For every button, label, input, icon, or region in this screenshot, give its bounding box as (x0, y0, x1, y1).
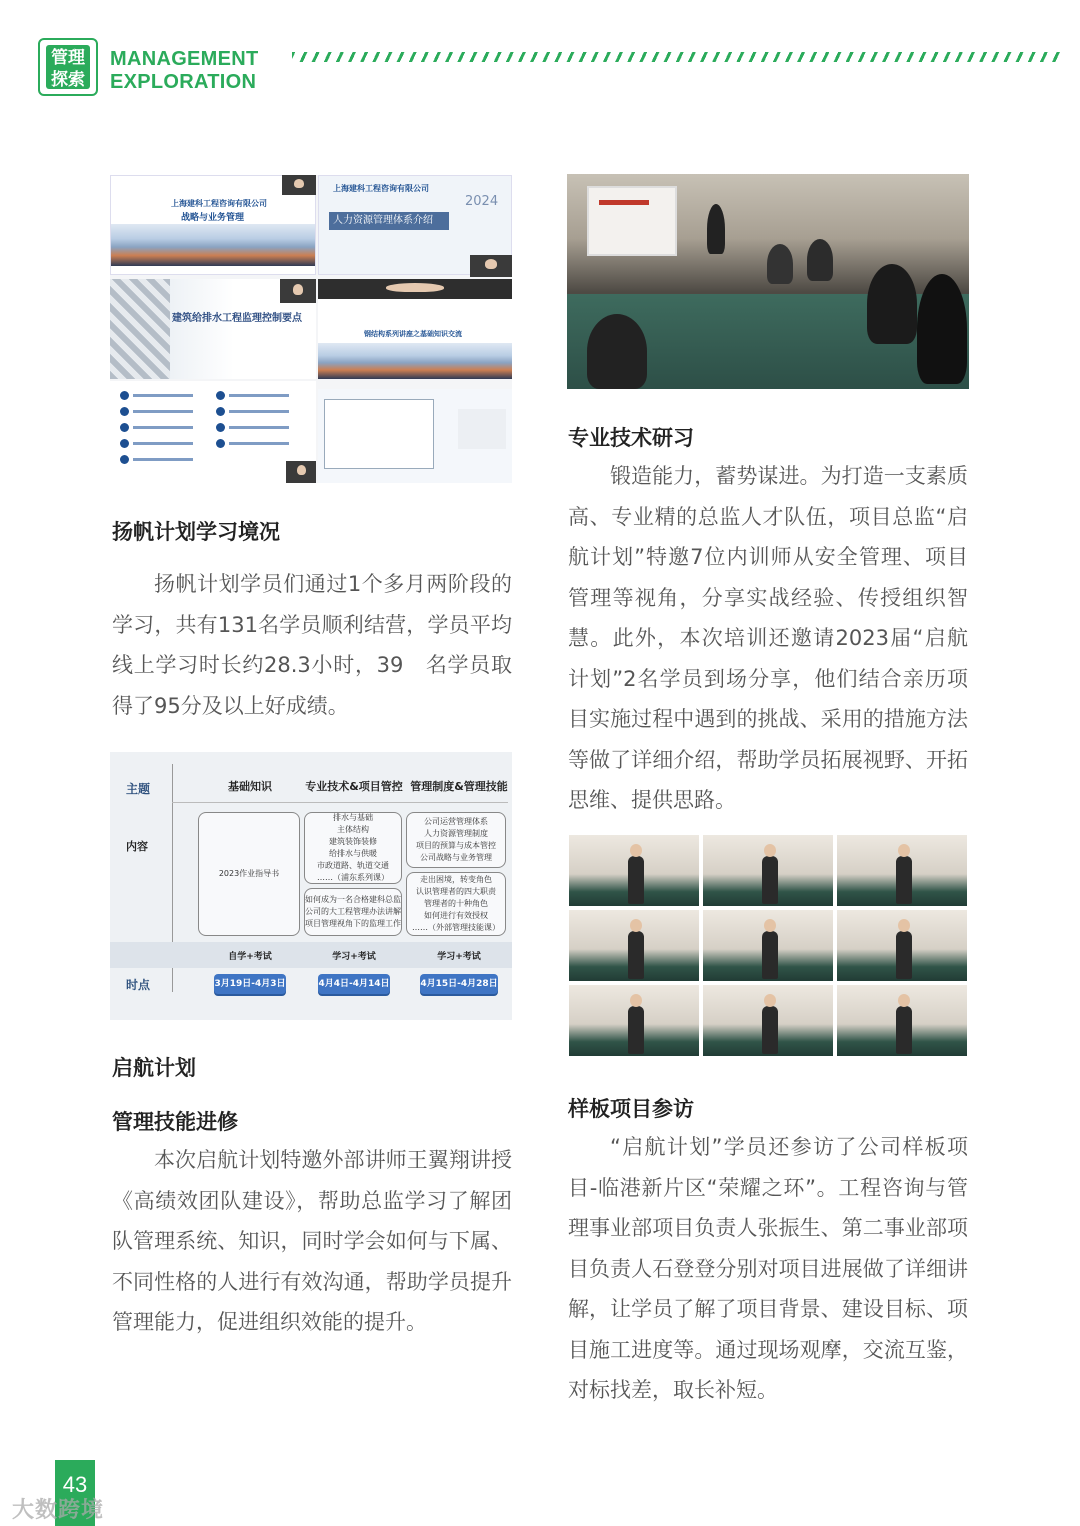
video-thumbnail-2 (470, 255, 512, 277)
diagram-time-2: 4月4日-4月14日 (318, 974, 390, 994)
diagram-col-technical: 专业技术&项目管控 (305, 780, 403, 793)
slide-year: 2024 (465, 194, 499, 209)
training-flow-diagram (110, 752, 512, 1020)
grid-photo (703, 910, 833, 981)
video-strip (318, 279, 512, 299)
grid-photo (837, 910, 967, 981)
para-management-skills: 本次启航计划特邀外部讲师王翼翔讲授《高绩效团队建设》，帮助总监学习了解团队管理系统、知识，同时学会如何与下属、不同性格的人进行有效沟通，帮助学员提升管理能力，促进组织效能的提升。 (112, 1148, 512, 1334)
grid-photo (703, 985, 833, 1056)
video-thumbnail (282, 175, 316, 195)
grid-photo (703, 835, 833, 906)
speaker-photo-grid (569, 835, 967, 1056)
diagram-row-topic: 主题 (126, 782, 151, 796)
header-dash-divider (292, 52, 1064, 62)
slide-hr-title: 人力资源管理体系介绍 (329, 212, 449, 230)
video-thumbnail-3 (280, 279, 316, 303)
diagram-result-2: 学习+考试 (332, 952, 376, 962)
grid-photo (569, 835, 699, 906)
slide-steel-title: 钢结构系列讲座之基础知识交流 (364, 330, 462, 338)
para-technical-study: 锻造能力，蓄势谋进。为打造一支素质高、专业精的总监人才队伍，项目总监“启航计划”特邀7位内训师从安全管理、项目管理等视角，分享实战经验、传授组织智慧。此外，本次培训还邀请2023届“启航计划”2名学员到场分享，他们结合亲历项目实施过程中遇到的挑战、采用的措施方法等做了详细介绍，帮助学员拓展视野、开拓思维、提供思路。 (568, 464, 968, 812)
grid-photo (837, 985, 967, 1056)
diagram-box-project: 如何成为一名合格建科总监 公司的大工程管理办法讲解 项目管理视角下的监理工作 (304, 888, 402, 936)
diagram-result-1: 自学+考试 (228, 952, 272, 962)
projector-screen (587, 186, 677, 256)
grid-photo (569, 910, 699, 981)
slide-company-2: 上海建科工程咨询有限公司 (333, 184, 429, 193)
diagram-horizontal-line (172, 802, 508, 803)
heading-technical-study: 专业技术研习 (568, 426, 694, 450)
page-number: 43 (55, 1460, 95, 1526)
diagram-time-3: 4月15日-4月28日 (420, 974, 498, 994)
slide-drainage-title: 建筑给排水工程监理控制要点 (172, 313, 302, 324)
diagram-box-skills: 走出困境，转变角色 认识管理者的四大职责 管理者的十种角色 如何进行有效授权 ……（外部管理技能课） (406, 872, 506, 936)
lecture-photo (567, 174, 969, 389)
video-thumbnail-4 (286, 461, 316, 483)
slide-company: 上海建科工程咨询有限公司 (171, 199, 267, 208)
watermark-logo: 大数跨境 (12, 1498, 105, 1523)
heading-yangfan: 扬帆计划学习境况 (112, 520, 280, 544)
diagram-col-management: 管理制度&管理技能 (410, 780, 508, 793)
grid-photo (837, 835, 967, 906)
slide-strategy-title: 战略与业务管理 (181, 213, 245, 223)
diagram-time-1: 3月19日-4月3日 (214, 974, 286, 994)
grid-photo (569, 985, 699, 1056)
heading-qihang: 启航计划 (112, 1056, 196, 1080)
diagram-result-3: 学习+考试 (437, 952, 481, 962)
section-title-line-2: EXPLORATION (110, 71, 257, 93)
section-title (110, 48, 259, 94)
online-course-collage (110, 175, 512, 483)
subheading-management-skills: 管理技能进修 (112, 1110, 238, 1134)
section-title-line-1: MANAGEMENT (110, 48, 259, 70)
section-badge (38, 38, 98, 96)
badge-line-2: 探索 (51, 70, 85, 90)
badge-line-1: 管理 (51, 48, 85, 68)
para-sample-project: “启航计划”学员还参访了公司样板项目-临港新片区“荣耀之环”。工程咨询与管理事业部项目负责人张振生、第二事业部项目负责人石登登分别对项目进展做了详细讲解，让学员了解了项目背景、建设目标、项目施工进度等。通过现场观摩，交流互鉴，对标找差，取长补短。 (568, 1135, 968, 1402)
diagram-box-guide: 2023作业指导书 (198, 812, 300, 936)
diagram-row-time: 时点 (126, 978, 151, 992)
heading-sample-project: 样板项目参访 (568, 1097, 694, 1121)
diagram-box-system: 公司运营管理体系 人力资源管理制度 项目的预算与成本管控 公司战略与业务管理 (406, 812, 506, 868)
diagram-box-technical: 排水与基础 主体结构 建筑装饰装修 给排水与供暖 市政道路、轨道交通 ……（浦东系列课） (304, 812, 402, 884)
slide-screenshare (318, 389, 512, 483)
para-yangfan: 扬帆计划学员们通过1个多月两阶段的学习，共有131名学员顺利结营，学员平均线上学习时长约28.3小时，39 名学员取得了95分及以上好成绩。 (112, 572, 512, 718)
diagram-row-content: 内容 (126, 840, 148, 853)
diagram-col-basic: 基础知识 (228, 780, 272, 793)
